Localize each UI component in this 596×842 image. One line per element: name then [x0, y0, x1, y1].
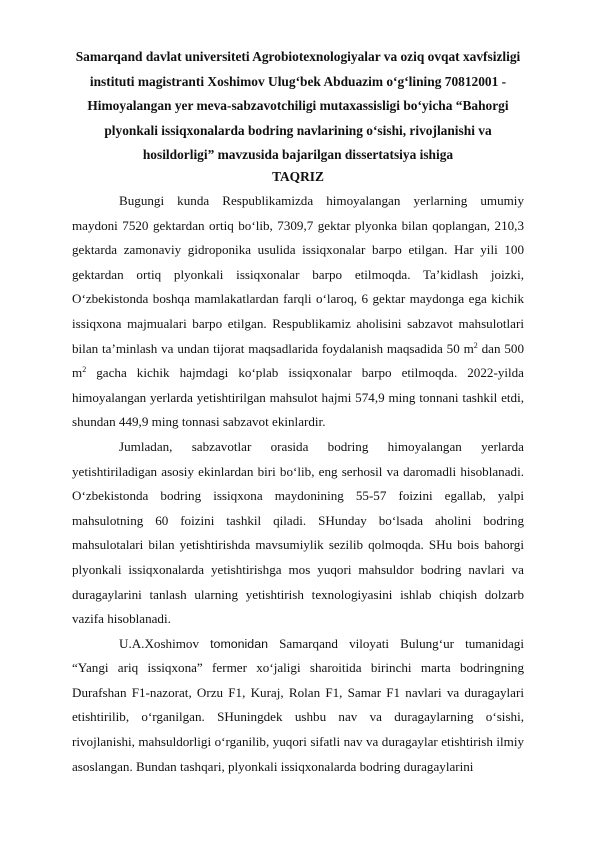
paragraph-2: Jumladan, sabzavotlar orasida bodring himoyalangan yerlarda yetishtiriladigan asosiy ekinlardan biri bo‘lib, eng serhosil va daromadli hisoblanadi. O‘zbekistonda bodring issiqxona maydonining 55-57 foizini egallab, yalpi mahsulotning 60 foizini tashkil qiladi. SHunday bo‘lsada aholini bodring mahsulotalari bilan yetishtirishda mavsumiylik sezilib qolmoqda. SHu bois bahorgi plyonkali issiqxonalarda yetishtirishga mos yuqori mahsuldor bodring navlari va duragaylarini tanlash ularning yetishtirish texnologiyasini ishlab chiqish dolzarb vazifa hisoblanadi. — [72, 438, 524, 627]
superscript: 2 — [473, 340, 478, 350]
paragraph-3-sans-word: tomonidan — [210, 636, 268, 651]
superscript: 2 — [82, 365, 87, 375]
paragraph-3-text-b: Samarqand viloyati Bulung‘ur tumanidagi “Yangi ariq issiqxona” fermer xo‘jaligi sharoitida birinchi marta bodringning Durafshan F1-nazorat, Orzu F1, Kuraj, Rolan F1, Samar F1 navlari va duragaylari etishtirilib, o‘rganilgan. SHuningdek ushbu nav va duragaylarning o‘sishi, rivojlanishi, mahsuldorligi o‘rganilib, yuqori sifatli nav va duragaylar etishtirish ilmiy asoslangan. Bundan tashqari, plyonkali issiqxonalarda bodring duragaylarini — [72, 635, 524, 774]
document-body — [72, 189, 524, 779]
document-heading: TAQRIZ — [272, 169, 324, 184]
paragraph-1-text-a: Bugungi kunda Respublikamizda himoyalangan yerlarning umumiy maydoni 7520 gektardan ortiq bo‘lib, 7309,7 gektar plyonka bilan qoplangan, 210,3 gektarda zamonaviy gidroponika usulida issiqxonalar barpo etilgan. Har yili 100 gektardan ortiq plyonkali issiqxonalar barpo etilmoqda. Ta’kidlash joizki, O‘zbekistonda boshqa mamlakatlardan farqli o‘laroq, 6 gektar maydonga ega kichik issiqxona majmualari barpo etilgan. Respublikamiz aholisini sabzavot mahsulotlari bilan ta’minlash va undan tijorat maqsadlarida foydalanish maqsadida 50 m — [72, 193, 524, 356]
paragraph-3 — [72, 632, 524, 780]
paragraph-1-text-b: dan 500 m — [72, 340, 524, 381]
paragraph-1 — [72, 189, 524, 435]
document-title: Samarqand davlat universiteti Agrobiotexnologiyalar va oziq ovqat xavfsizligi instituti magistranti Xoshimov Ulug‘bek Abduazim o‘g‘lining 70812001 - Himoyalangan yer meva-sabzavotchiligi mutaxassisligi bo‘yicha “Bahorgi plyonkali issiqxonalarda bodring navlarining o‘sishi, rivojlanishi va hosildorligi” mavzusida bajarilgan dissertatsiya ishiga — [75, 49, 521, 162]
paragraph-1-text-c: gacha kichik hajmdagi ko‘plab issiqxonalar barpo etilmoqda. 2022-yilda himoyalangan yerlarda yetishtirilgan mahsulot hajmi 574,9 ming tonnani tashkil etdi, shundan 449,9 ming tonnasi sabzavot ekinlardir. — [72, 365, 524, 430]
paragraph-3-text-a: U.A.Xoshimov — [119, 635, 211, 651]
